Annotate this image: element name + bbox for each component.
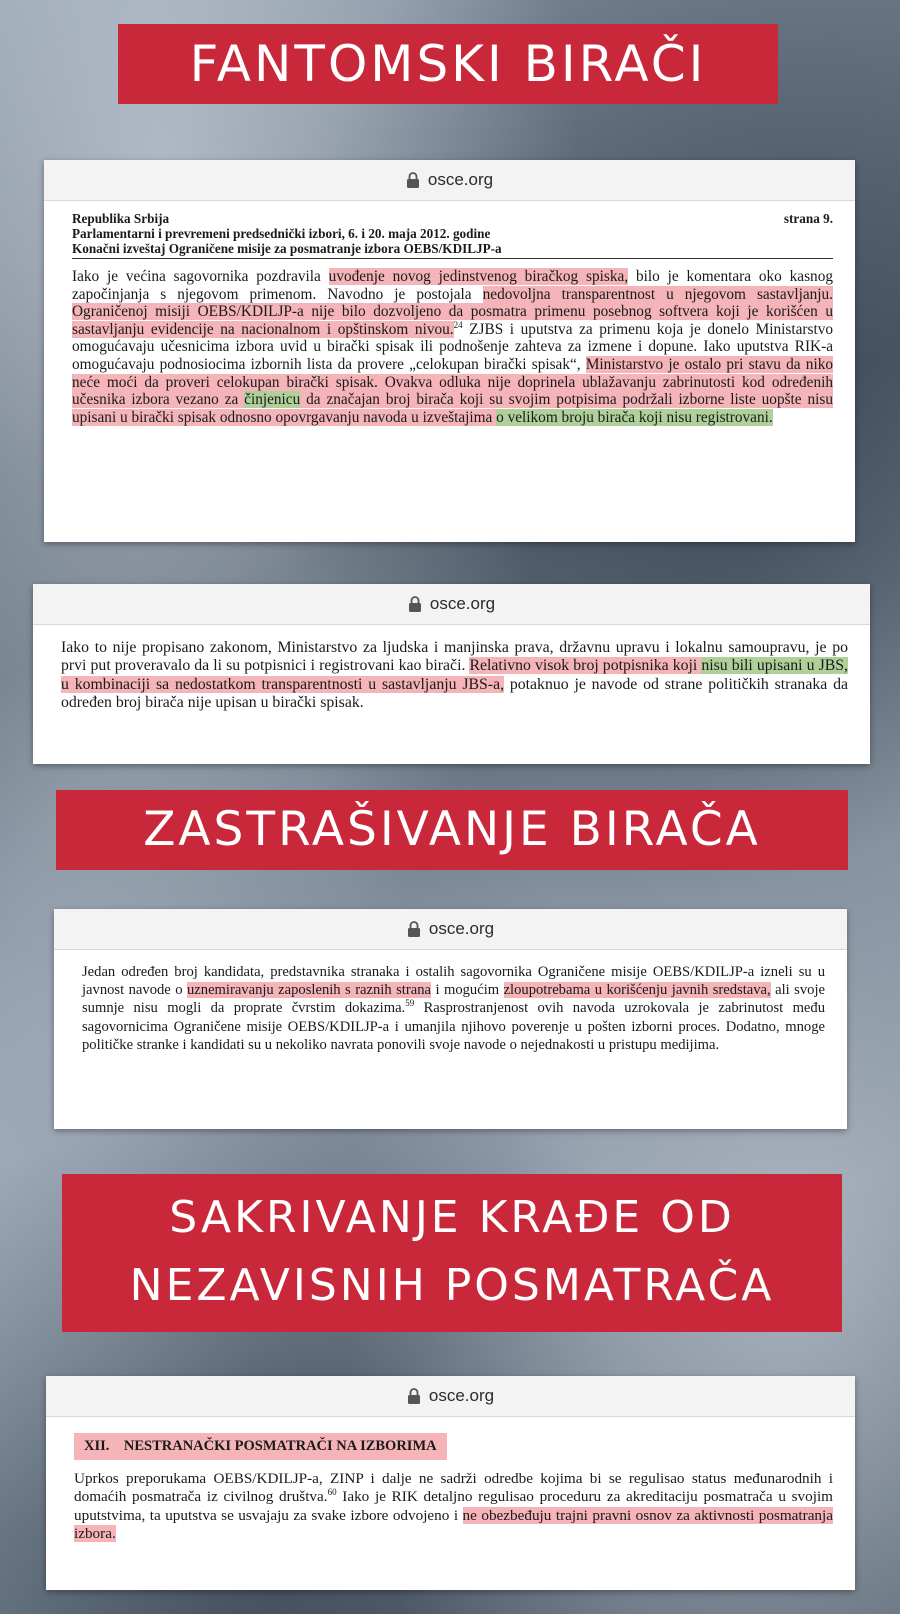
highlight-red: uznemiravanju zaposlenih s raznih strana xyxy=(187,982,431,999)
highlight-red: uvođenje novog jedinstvenog biračkog spiska, xyxy=(328,268,629,285)
text-segment: Iako to nije propisano zakonom, Ministarstvo za ljudska i manjinska prava, državnu upravu i lokalnu samoupravu, je po prvi put proveravalo da li su potpisnici i registrovani kao birači. xyxy=(61,639,848,675)
text-segment: Iako je većina sagovornika pozdravila xyxy=(72,268,329,285)
excerpt-1-body xyxy=(44,201,855,434)
highlight-red: Ministarstvo je ostalo pri stavu da niko neće moći da proveri celokupan birački spisak. Ovakva odluka nije doprinela ublažavanju zabrinutosti kod određenih učesnika izbora vezano za xyxy=(72,355,833,409)
header-country: Republika Srbija xyxy=(72,211,170,226)
highlight-green: činjenicu xyxy=(244,391,301,409)
excerpt-4-body xyxy=(46,1417,855,1552)
highlight-green: o velikom broju birača koji nisu registrovani. xyxy=(496,408,773,426)
header-report: Konačni izveštaj Ograničene misije za posmatranje izbora OEBS/KDILJP-a xyxy=(72,241,833,259)
lock-icon xyxy=(408,596,422,612)
title-intimidation-text: ZASTRAŠIVANJE BIRAČA xyxy=(143,802,761,857)
text-segment: Uprkos preporukama OEBS/KDILJP-a, ZINP i dalje ne sadrži odredbe kojima bi se regulisao status međunarodnih i domaćih posmatrača iz civilnog društva. xyxy=(74,1469,833,1506)
document-excerpt-4 xyxy=(46,1376,855,1590)
excerpt-4-paragraph xyxy=(74,1470,833,1544)
highlight-green: nisu bili upisani u JBS, xyxy=(701,657,848,675)
title-phantom-voters-text: FANTOMSKI BIRAČI xyxy=(189,35,707,93)
title-hiding-line-1: SAKRIVANJE KRAĐE OD xyxy=(169,1192,735,1243)
text-segment: i mogućim xyxy=(430,982,504,999)
report-header xyxy=(72,211,833,259)
title-intimidation xyxy=(56,790,848,870)
title-hiding-theft xyxy=(62,1174,842,1332)
highlight-red: u kombinaciji sa nedostatkom transparentnosti u sastavljanju JBS-a, xyxy=(61,675,505,693)
url-bar xyxy=(46,1376,855,1417)
url-bar xyxy=(33,584,870,625)
highlight-red: nedovoljna transparentnost u njegovom sastavljanju. Ograničenoj misiji OEBS/KDILJP-a nije bilo dozvoljeno da posmatra primenu posebnog softvera koji je korišćen u sastavljanju evidencije na nacionalnom i opštinskom nivou. xyxy=(72,285,834,338)
text-segment: Rasprostranjenost ovih navoda uzrokovala je zabrinutost među sagovornicima Ograničene misije OEBS/KDILJP-a i umanjila njihovo poverenje u pošten izborni proces. Dodatno, mnoge političke stranke i kandidati su u nekoliko navrata ponovili svoje navode o nejednakosti u pristupu medijima. xyxy=(82,1000,825,1053)
excerpt-3-body xyxy=(54,950,847,1062)
text-segment: ZJBS i uputstva za primenu koja je donelo Ministarstvo omogućavaju učesnicima izbora uvid u birački spisak ili podnošenje zahteva za izmene i dopune. Iako uputstva RIK-a omogućavaju podnosiocima izbornih lista da provere „celokupan birački spisak“, xyxy=(72,320,833,373)
highlight-red: ne obezbeđuju trajni pravni osnov za aktivnosti posmatranja izbora. xyxy=(74,1506,833,1543)
highlight-red: Relativno visok broj potpisnika koji xyxy=(469,657,702,675)
text-segment: ali svoje sumnje nisu mogli da proprate čvrstim dokazima. xyxy=(82,982,825,1017)
title-hiding-line-2: NEZAVISNIH POSMATRAČA xyxy=(129,1260,775,1311)
title-phantom-voters xyxy=(118,24,778,104)
header-election: Parlamentarni i prevremeni predsednički izbori, 6. i 20. maja 2012. godine xyxy=(72,226,491,241)
footnote-ref: 24 xyxy=(453,319,463,330)
url-text: osce.org xyxy=(428,1386,495,1405)
footnote-ref: 60 xyxy=(327,1487,337,1498)
document-excerpt-1 xyxy=(44,160,855,542)
url-bar xyxy=(54,909,847,950)
lock-icon xyxy=(407,921,421,937)
lock-icon xyxy=(407,1388,421,1404)
text-segment: bilo je komentara oko kasnog započinjanja s njegovom primenom. Navodno je postojala xyxy=(72,268,833,303)
footnote-ref: 59 xyxy=(405,998,415,1009)
excerpt-1-paragraph xyxy=(72,268,833,426)
text-segment: Jedan određen broj kandidata, predstavnika stranaka i ostalih sagovornika Ograničene misije OEBS/KDILJP-a izneli su u javnost navode o xyxy=(82,964,825,999)
excerpt-2-body xyxy=(33,625,870,721)
header-page: strana 9. xyxy=(783,211,833,226)
url-bar xyxy=(44,160,855,201)
url-text: osce.org xyxy=(428,919,495,938)
highlight-red: zloupotrebama u korišćenju javnih sredstava, xyxy=(503,982,771,999)
url-text: osce.org xyxy=(429,594,496,613)
document-excerpt-3 xyxy=(54,909,847,1129)
text-segment: potaknuo je navode od strane političkih stranaka da određen broj birača nije upisan u birački spisak. xyxy=(61,675,848,712)
lock-icon xyxy=(406,172,420,188)
document-excerpt-2 xyxy=(33,584,870,764)
text-segment: Iako je RIK detaljno regulisao proceduru za akreditaciju posmatrača u svojim uputstvima, ta uputstva se usvajaju za svake izbore odvojeno i xyxy=(74,1488,833,1524)
highlight-red: da značajan broj birača koji su svojim potpisima podržali izborne liste uopšte nisu upisani u birački spisak odnosno opovrgavanju navoda u izveštajima xyxy=(72,391,833,426)
section-title: XII. NESTRANAČKI POSMATRAČI NA IZBORIMA xyxy=(74,1433,447,1460)
url-text: osce.org xyxy=(427,170,494,189)
